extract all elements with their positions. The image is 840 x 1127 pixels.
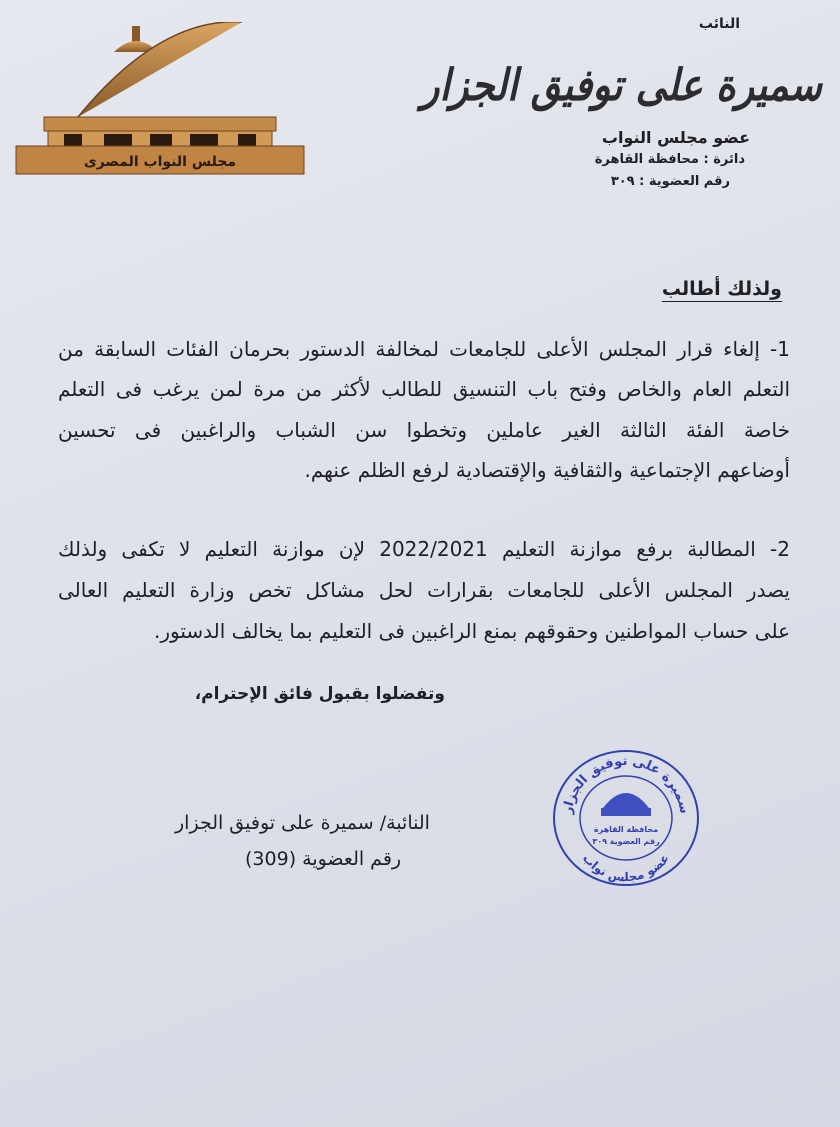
- stamp-center-line1: محافظة القاهرة: [593, 825, 659, 834]
- item2-line: على حساب المواطنين وحقوقهم بمنع الراغبين فى التعليم بما يخالف الدستور.: [153, 619, 790, 643]
- logo-text: مجلس النواب المصرى: [83, 154, 237, 170]
- item2-line: 2- المطالبة برفع موازنة التعليم 2022/2021 لإن موازنة التعليم لا تكفى ولذلك: [58, 537, 790, 561]
- item1-line: التعلم العام والخاص وفتح باب التنسيق للطالب لأكثر من مرة لمن يرغب فى التعلم: [58, 377, 790, 401]
- item1-line: 1- إلغاء قرار المجلس الأعلى للجامعات لمخالفة الدستور بحرمان الفئات السابقة من: [58, 337, 790, 361]
- header-district: دائرة : محافظة القاهرة: [594, 152, 745, 167]
- stamp-center-line2: رقم العضوية ٣٠٩: [592, 837, 660, 846]
- stamp-top-text: سميرة على توفيق الجزار: [560, 753, 692, 816]
- header-name: سميرة على توفيق الجزار: [421, 58, 822, 111]
- header-membership: رقم العضوية : ٣٠٩: [610, 174, 730, 189]
- svg-text:عضو مجلس نواب: [580, 851, 672, 885]
- item2-line: يصدر المجلس الأعلى للجامعات بقرارات لحل مشاكل تخص وزارة التعليم العالى: [58, 578, 790, 602]
- official-stamp: [551, 748, 701, 888]
- item1-line: خاصة الفئة الثالثة الغير عاملين وتخطوا سن الشباب والراغبين فى تحسين: [58, 418, 790, 442]
- parliament-logo: [14, 22, 306, 178]
- header-member: عضو مجلس النواب: [601, 128, 750, 147]
- stamp-bottom-text: عضو مجلس نواب: [579, 851, 673, 885]
- header-title: النائب: [698, 16, 740, 32]
- signature-membership: رقم العضوية (309): [245, 848, 402, 870]
- demand-heading: ولذلك أطالب: [661, 278, 782, 300]
- closing-text: وتفضلوا بقبول فائق الإحترام،: [194, 684, 445, 704]
- item1-line: أوضاعهم الإجتماعية والثقافية والإقتصادية لرفع الظلم عنهم.: [304, 458, 790, 482]
- signature-name: النائبة/ سميرة على توفيق الجزار: [175, 812, 430, 834]
